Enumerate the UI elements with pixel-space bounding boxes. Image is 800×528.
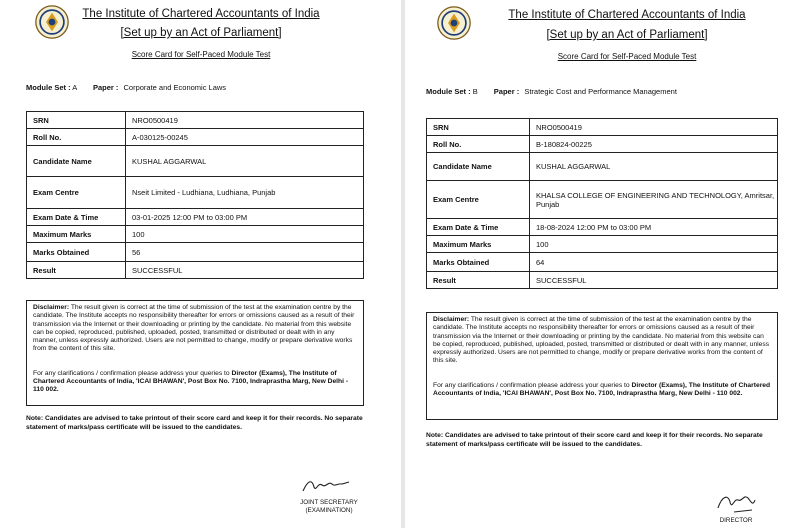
exam-centre-label: Exam Centre [427,181,530,219]
max-marks-value: 100 [530,236,778,253]
roll-value: A-030125-00245 [126,129,364,146]
marks-obtained-label: Marks Obtained [27,243,126,262]
marks-obtained-value: 64 [530,253,778,272]
result-value: SUCCESSFUL [126,262,364,279]
roll-label: Roll No. [427,136,530,153]
score-card-module-b [406,0,800,528]
table-row [27,112,364,129]
disclaimer-heading: Disclaimer: [433,316,470,323]
contact-intro: For any clarifications / confirmation please address your queries to [433,381,630,389]
candidate-name-value: KUSHAL AGGARWAL [530,153,778,181]
module-set-line [426,87,677,96]
icai-logo-icon [437,6,471,40]
exam-date-label: Exam Date & Time [427,219,530,236]
candidate-name-label: Candidate Name [427,153,530,181]
table-row [27,209,364,226]
contact-address: Director (Exams), The Institute of Chartered Accountants of India, 'ICAI BHAWAN', Post Box No. 7100, Indraprastha Marg, New Delhi - 110 002. [33,369,349,394]
exam-date-label: Exam Date & Time [27,209,126,226]
candidate-name-value: KUSHAL AGGARWAL [126,146,364,177]
table-row [27,226,364,243]
signature-image [714,490,758,516]
result-label: Result [27,262,126,279]
table-row [427,219,778,236]
module-set-label: Module Set : [26,83,71,92]
disclaimer-box [426,312,778,420]
table-row [427,253,778,272]
signature-image [300,476,352,496]
printout-note: Note: Candidates are advised to take printout of their score card and keep it for their records. No separate statement of marks/pass certificate will be issued to the candidates. [426,432,763,448]
paper-value: Corporate and Economic Laws [123,83,227,92]
contact-intro: For any clarifications / confirmation please address your queries to [33,369,230,377]
table-row [427,181,778,219]
exam-date-value: 03-01-2025 12:00 PM to 03:00 PM [126,209,364,226]
roll-label: Roll No. [27,129,126,146]
table-row [27,129,364,146]
table-row [427,272,778,289]
module-set-label: Module Set : [426,87,471,96]
table-row [27,177,364,209]
paper-label: Paper : [92,83,119,92]
institute-title: The Institute of Chartered Accountants of India [508,9,746,21]
max-marks-label: Maximum Marks [27,226,126,243]
table-row [427,236,778,253]
marks-obtained-label: Marks Obtained [427,253,530,272]
institute-subtitle: [Set up by an Act of Parliament] [546,29,708,41]
srn-value: NRO0500419 [530,119,778,136]
exam-centre-value: Nseit Limited - Ludhiana, Ludhiana, Punjab [126,177,364,209]
max-marks-label: Maximum Marks [427,236,530,253]
marks-obtained-value: 56 [126,243,364,262]
signatory-department: (EXAMINATION) [305,507,353,514]
srn-label: SRN [27,112,126,129]
page-divider [401,0,405,528]
result-label: Result [427,272,530,289]
module-set-value: B [472,87,478,96]
disclaimer-text: The result given is correct at the time of submission of the test at the examination centre by the candidate. The Institute accepts no responsibility thereafter for errors or omissions caused as a result of their transmission via the Internet or their downloading or printing by the candidate. No material from this website can be copied, reproduced, published, uploaded, posted, transmitted or distributed or dealt with in any manner, unless expressly authorized. Users are not permitted to change, modify or prepare derivative works from the content of this site. [33,304,355,353]
score-card-title: Score Card for Self-Paced Module Test [557,52,697,61]
srn-value: NRO0500419 [126,112,364,129]
disclaimer-heading: Disclaimer: [33,304,70,311]
paper-label: Paper : [493,87,520,96]
table-row [27,146,364,177]
result-value: SUCCESSFUL [530,272,778,289]
signatory-title: DIRECTOR [719,517,753,524]
contact-address: Director (Exams), The Institute of Chartered Accountants of India, 'ICAI BHAWAN', Post Box No. 7100, Indraprastha Marg, New Delhi - 110 002. [433,381,771,398]
srn-label: SRN [427,119,530,136]
roll-value: B-180824-00225 [530,136,778,153]
printout-note: Note: Candidates are advised to take printout of their score card and keep it for their records. No separate statement of marks/pass certificate will be issued to the candidates. [26,415,363,431]
signatory-block [296,499,362,515]
signatory-block [706,517,766,525]
score-table [26,111,364,279]
paper-value: Strategic Cost and Performance Management [524,87,677,96]
table-row [27,262,364,279]
disclaimer-box [26,300,364,406]
module-set-line [26,83,226,92]
exam-date-value: 18-08-2024 12:00 PM to 03:00 PM [530,219,778,236]
signatory-title: JOINT SECRETARY [300,499,358,506]
score-card-title: Score Card for Self-Paced Module Test [131,50,271,59]
institute-title: The Institute of Chartered Accountants of India [82,8,320,20]
institute-subtitle: [Set up by an Act of Parliament] [120,27,282,39]
exam-centre-value: KHALSA COLLEGE OF ENGINEERING AND TECHNOLOGY, Amritsar, Punjab [530,181,778,219]
max-marks-value: 100 [126,226,364,243]
table-row [27,243,364,262]
exam-centre-label: Exam Centre [27,177,126,209]
disclaimer-text: The result given is correct at the time of submission of the test at the examination centre by the candidate. The Institute accepts no responsibility thereafter for errors or omissions caused as a result of their transmission via the Internet or their downloading or printing by the candidate. No material from this website can be copied, reproduced, published, uploaded, posted, transmitted or distributed or dealt with in any manner, unless expressly authorized. Users are not permitted to change, modify or prepare derivative works from the content of this site. [433,316,770,365]
table-row [427,119,778,136]
score-table [426,118,778,289]
candidate-name-label: Candidate Name [27,146,126,177]
module-set-value: A [72,83,77,92]
table-row [427,153,778,181]
table-row [427,136,778,153]
